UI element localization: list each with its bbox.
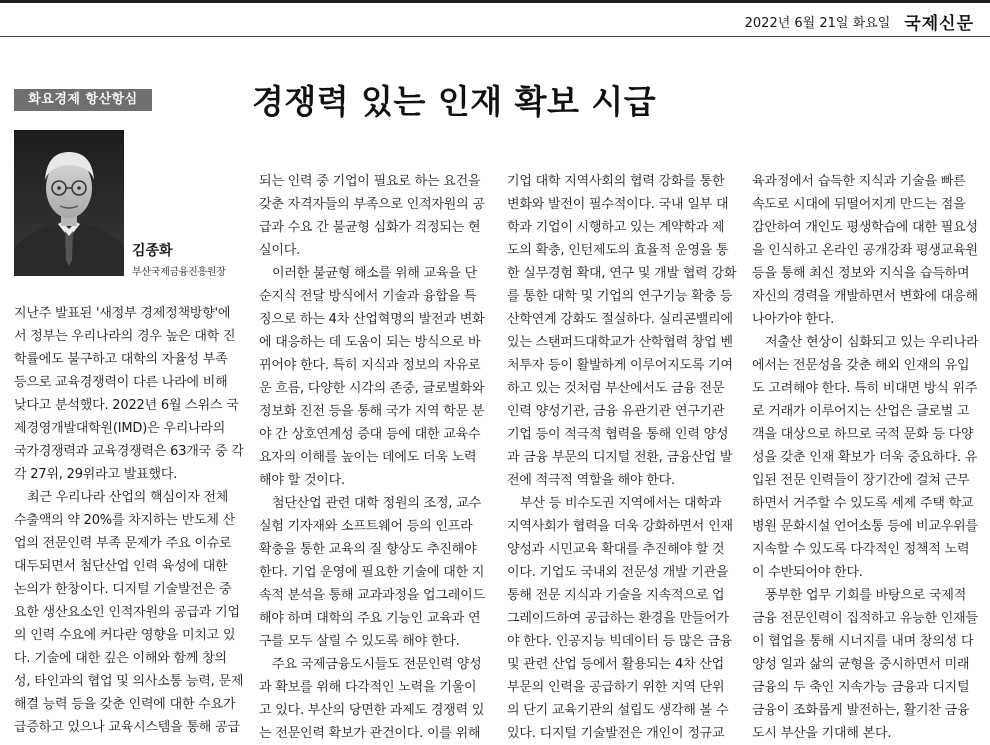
article-line: 병원 문화시설 언어소통 등에 비교우위를	[752, 519, 978, 534]
article-line: 이러한 불균형 해소를 위해 교육을 단	[272, 266, 478, 281]
masthead	[745, 8, 974, 34]
article-line: 해야 하며 대학의 주요 기능인 교육과 연	[259, 611, 481, 626]
article-line: 성, 타인과의 협업 및 의사소통 능력, 문제	[14, 674, 244, 689]
article-line: 되는 인력 중 기업이 필요로 하는 요건을	[259, 174, 481, 189]
article-line: 도시 부산을 기대해 본다.	[752, 726, 892, 741]
article-line: 부산 등 비수도권 지역에서는 대학과	[520, 496, 722, 511]
author-photo	[14, 130, 124, 276]
masthead-rule	[0, 36, 990, 37]
article-line: 금융이 조화롭게 발전하는, 활기찬 금융	[752, 703, 970, 718]
top-border	[0, 0, 990, 3]
article-line: 국가경쟁력과 교육경쟁력은 63개국 중 각	[14, 444, 244, 459]
article-line: 를 통한 대학 및 기업의 연구기능 확충 등	[507, 289, 733, 304]
article-line: 해야 할 것이다.	[259, 473, 345, 488]
article-line: 입된 전문 인력들이 장기간에 걸쳐 근무	[752, 473, 970, 488]
article-line: 학과 기업이 시행하고 있는 계약학과 제	[507, 220, 725, 235]
article-line: 정보화 진전 등을 통해 국가 지역 학문 분	[259, 404, 485, 419]
article-line: 순지식 전달 방식에서 기술과 융합을 특	[259, 289, 477, 304]
article-line: 최근 우리나라 산업의 핵심이자 전체	[27, 490, 229, 505]
article-line: 요한 생산요소인 인적자원의 공급과 기업	[14, 605, 240, 620]
article-line: 전에 적극적 역할을 해야 한다.	[507, 473, 675, 488]
article-line: 주요 국제금융도시들도 전문인력 양성	[272, 657, 482, 672]
article-line: 다. 기술에 대한 깊은 이해와 함께 창의	[14, 651, 227, 666]
article-line: 이 수반되어야 한다.	[752, 565, 863, 580]
article-line: 저출산 현상이 심화되고 있는 우리나라	[765, 335, 979, 350]
issue-date: 2022년 6월 21일 화요일	[744, 15, 891, 31]
article-line: 등으로 교육경쟁력이 다른 나라에 비해	[14, 375, 228, 390]
article-line: 속적 분석을 통해 교과과정을 업그레이드	[259, 588, 485, 603]
article-line: 실이다.	[259, 243, 301, 258]
article-line: 등을 통해 최신 정보와 지식을 습득하며	[752, 266, 970, 281]
article-line: 지속할 수 있도록 다각적인 정책적 노력	[752, 542, 970, 557]
article-line: 지역사회가 협력을 더욱 강화하면서 인재	[507, 519, 733, 534]
article-line: 도의 확충, 인턴제도의 효율적 운영을 통	[507, 243, 729, 258]
article-line: 업의 전문인력 부족 문제가 주요 이슈로	[14, 536, 232, 551]
article-line: 에서는 전문성을 갖춘 해외 인재의 유입	[752, 358, 970, 373]
article-line: 고 있다. 부산의 당면한 과제도 경쟁력 있	[259, 703, 485, 718]
article-line: 및 관련 산업 등에서 활용되는 4차 산업	[507, 657, 725, 672]
article-line: 는 전문인력 확보가 관건이다. 이를 위해	[259, 726, 481, 741]
article-line: 변화와 발전이 필수적이다. 국내 일부 대	[507, 197, 729, 212]
article-line: 에 대응하는 데 도움이 되는 방식으로 바	[259, 335, 481, 350]
article-line: 의 단기 교육기관의 설립도 생각해 볼 수	[507, 703, 729, 718]
article-line: 하고 있는 것처럼 부산에서도 금융 전문	[507, 381, 725, 396]
article-line: 금융 전문인력이 집적하고 유능한 인재들	[752, 611, 978, 626]
article-line: 기업 대학 지역사회의 협력 강화를 통한	[507, 174, 725, 189]
article-line: 대두되면서 첨단산업 인력 육성에 대한	[14, 559, 228, 574]
article-line: 인력 양성기관, 금융 유관기관 연구기관	[507, 404, 725, 419]
article-line: 한다. 기업 운영에 필요한 기술에 대한 지	[259, 565, 485, 580]
article-line: 첨단산업 관련 대학 정원의 조정, 교수	[272, 496, 481, 511]
article-line: 도 고려해야 한다. 특히 비대면 방식 위주	[752, 381, 978, 396]
article-line: 이 협업을 통해 시너지를 내며 창의성 다	[752, 634, 974, 649]
article-line: 나아가야 한다.	[752, 312, 835, 327]
newspaper-name: 국제신문	[904, 13, 974, 34]
article-line: 한 실무경험 확대, 연구 및 개발 협력 강화	[507, 266, 737, 281]
article-line: 로 거래가 이루어지는 산업은 글로벌 고	[752, 404, 970, 419]
article-line: 과 금융 부문의 디지털 전환, 금융산업 발	[507, 450, 733, 465]
author-title: 부산국제금융진흥원장	[132, 267, 226, 278]
article-line: 서 정부는 우리나라의 경우 높은 대학 진	[14, 329, 236, 344]
article-line: 처투자 등이 활발하게 이루어지도록 기여	[507, 358, 733, 373]
article-line: 금융의 두 축인 지속가능 금융과 디지털	[752, 680, 970, 695]
article-line: 요자의 이해를 높이는 데에도 더욱 노력	[259, 450, 477, 465]
article-line: 제경영개발대학원(IMD)은 우리나라의	[14, 421, 226, 436]
article-line: 감안하여 개인도 평생학습에 대한 필요성	[752, 220, 978, 235]
article-line: 이다. 기업도 국내외 전문성 개발 기관을	[507, 565, 729, 580]
article-line: 있다. 디지털 기술발전은 개인이 정규교	[507, 726, 725, 741]
section-tag: 화요경제 항산항심	[14, 89, 152, 111]
headline: 경쟁력 있는 인재 확보 시급	[252, 82, 657, 121]
article-line: 을 인식하고 온라인 공개강좌 평생교육원	[752, 243, 978, 258]
author-name: 김종화	[132, 243, 173, 259]
article-line: 성을 갖춘 인재 확보가 더욱 중요하다. 유	[752, 450, 978, 465]
article-line: 산학연계 강화도 절실하다. 실리콘밸리에	[507, 312, 733, 327]
article-line: 운 흐름, 다양한 시각의 존중, 글로벌화와	[259, 381, 485, 396]
article-line: 야 간 상호연계성 증대 등에 대한 교육수	[259, 427, 481, 442]
article-line: 해결 능력 등을 갖춘 인력에 대한 수요가	[14, 697, 236, 712]
article-line: 하면서 거주할 수 있도록 세제 주택 학교	[752, 496, 974, 511]
article-line: 급증하고 있으나 교육시스템을 통해 공급	[14, 720, 240, 735]
article-line: 속도로 시대에 뒤떨어지게 만드는 점을	[752, 197, 966, 212]
article-line: 통해 전문 지식과 기술을 지속적으로 업	[507, 588, 725, 603]
article-line: 논의가 한창이다. 디지털 기술발전은 중	[14, 582, 232, 597]
article-line: 객을 대상으로 하므로 국적 문화 등 다양	[752, 427, 974, 442]
article-line: 그레이드하여 공급하는 환경을 만들어가	[507, 611, 729, 626]
article-line: 풍부한 업무 기회를 바탕으로 국제적	[765, 588, 967, 603]
article-line: 학률에도 불구하고 대학의 자율성 부족	[14, 352, 228, 367]
article-line: 수출액의 약 20%를 차지하는 반도체 산	[14, 513, 235, 528]
article-line: 야 한다. 인공지능 빅데이터 등 많은 금융	[507, 634, 733, 649]
article-line: 낮다고 분석했다. 2022년 6월 스위스 국	[14, 398, 239, 413]
article-line: 갖춘 자격자들의 부족으로 인적자원의 공	[259, 197, 485, 212]
article-line: 실험 기자재와 소프트웨어 등의 인프라	[259, 519, 473, 534]
article-line: 각 27위, 29위라고 발표했다.	[14, 467, 178, 482]
article-line: 있는 스탠퍼드대학교가 산학협력 창업 벤	[507, 335, 733, 350]
article-line: 자신의 경력을 개발하면서 변화에 대응해	[752, 289, 978, 304]
article-line: 과 확보를 위해 다각적인 노력을 기울이	[259, 680, 477, 695]
article-line: 뀌어야 한다. 특히 지식과 정보의 자유로	[259, 358, 481, 373]
article-line: 기업 등이 적극적 협력을 통해 인력 양성	[507, 427, 729, 442]
article-line: 양성 일과 삶의 균형을 중시하면서 미래	[752, 657, 970, 672]
article-line: 급과 수요 간 불균형 심화가 걱정되는 현	[259, 220, 481, 235]
article-line: 부문의 인력을 공급하기 위한 지역 단위	[507, 680, 725, 695]
article-line: 징으로 하는 4차 산업혁명의 발전과 변화	[259, 312, 485, 327]
article-line: 의 인력 수요에 커다란 영향을 미치고 있	[14, 628, 236, 643]
article-line: 확충을 통한 교육의 질 향상도 추진해야	[259, 542, 477, 557]
article-line: 지난주 발표된 '새정부 경제정책방향'에	[14, 306, 231, 321]
article-line: 육과정에서 습득한 지식과 기술을 빠른	[752, 174, 966, 189]
article-line: 구를 모두 살릴 수 있도록 해야 한다.	[259, 634, 460, 649]
article-line: 양성과 시민교육 확대를 추진해야 할 것	[507, 542, 725, 557]
